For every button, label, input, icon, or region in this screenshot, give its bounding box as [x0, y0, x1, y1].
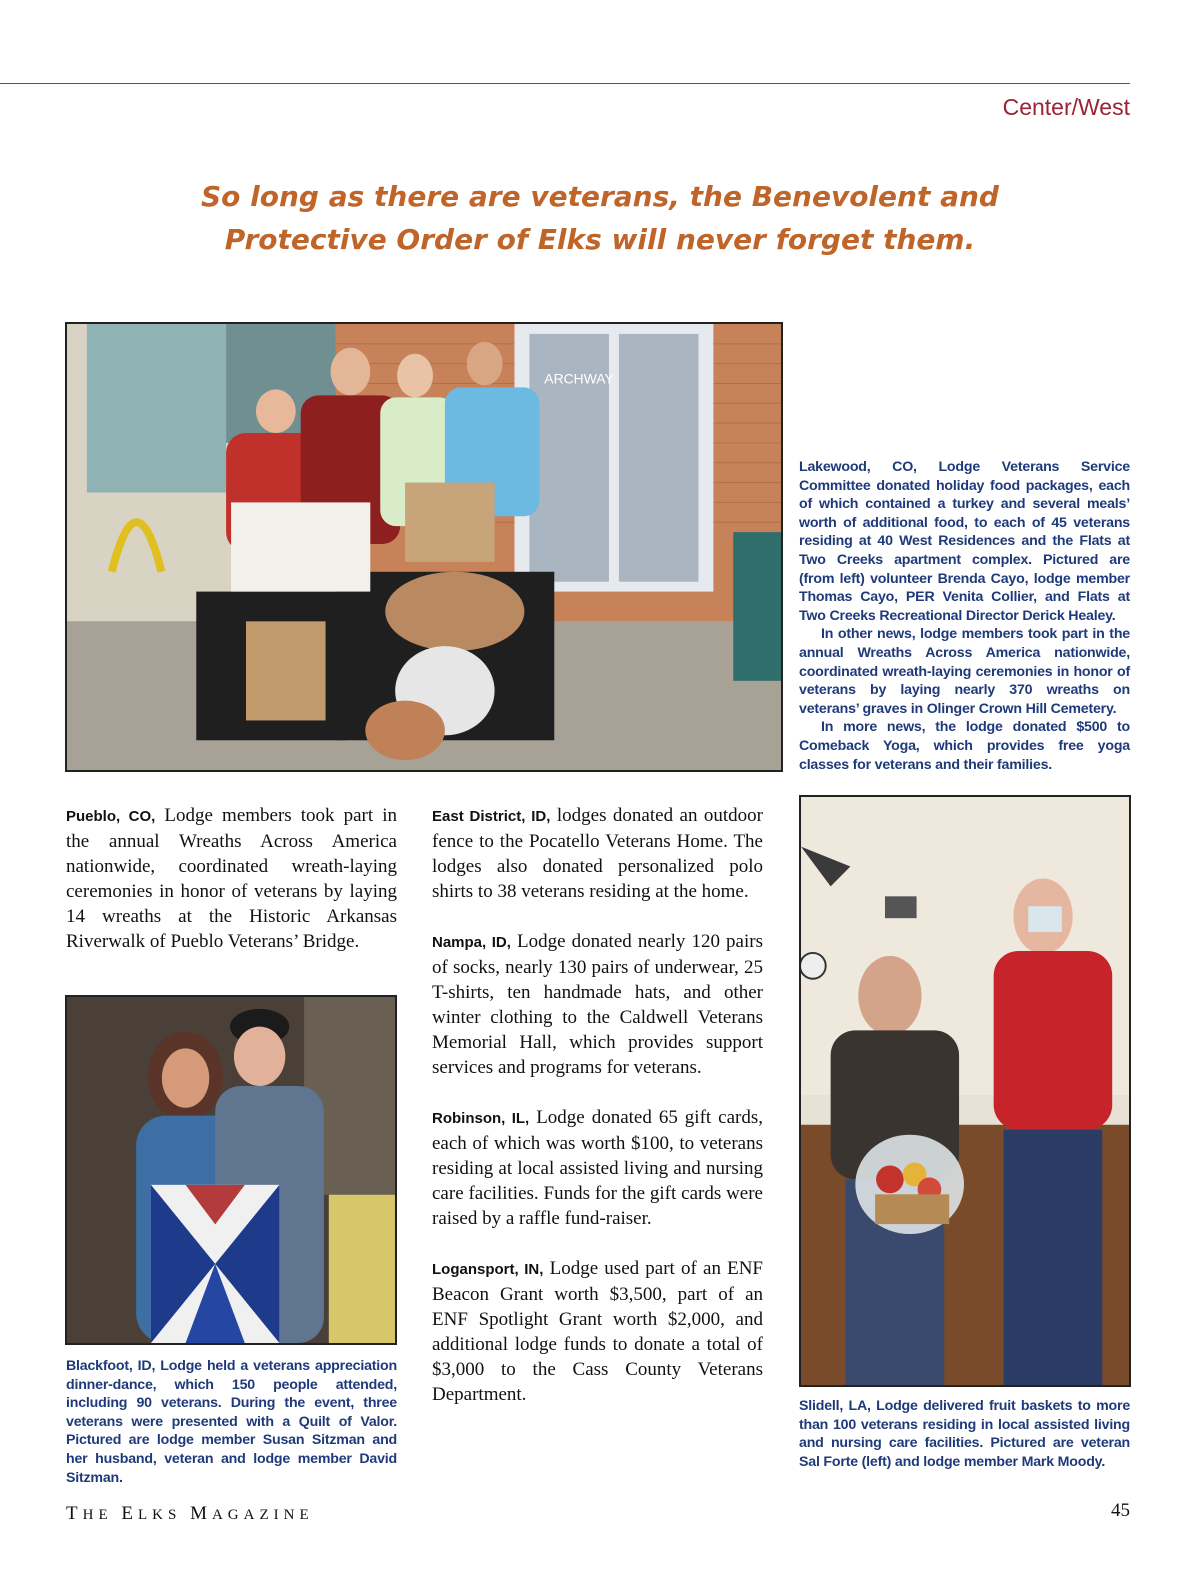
archway-sign: ARCHWAY	[544, 370, 614, 387]
lakewood-caption-p3: In more news, the lodge donated $500 to Comeback Yoga, which provides free yoga classes for veterans and their families.	[799, 719, 1130, 773]
logansport-text: Lodge used part of an ENF Beacon Grant worth $3,500, part of an ENF Spotlight Grant worth $2,000, and additional lodge funds to donate a total of $3,000 to the Cass County Veterans Department.	[432, 1258, 764, 1405]
middle-column	[432, 803, 763, 1432]
blackfoot-caption	[66, 1357, 397, 1487]
lakewood-caption-p1: Lodge Veterans Service Committee donated holiday food packages, each of which contained a turkey and several meals’ worth of additional food, to each of 45 veterans residing at 40 West Residences and the Flats at Two Creeks apartment complex. Pictured are (from left) volunteer Brenda Cayo, lodge member Thomas Cayo, PER Venita Collier, and Flats at Two Creeks Recreational Director Derick Healey.	[799, 459, 1130, 624]
left-column	[66, 803, 397, 979]
pueblo-article	[66, 803, 397, 954]
headline	[150, 175, 1050, 261]
magazine-title: THE ELKS MAGAZINE	[66, 1503, 314, 1524]
blackfoot-place: Blackfoot, ID,	[66, 1358, 156, 1374]
robinson-place: Robinson, IL,	[432, 1110, 530, 1127]
pueblo-place: Pueblo, CO,	[66, 808, 156, 825]
slidell-place: Slidell, LA,	[799, 1398, 871, 1414]
pueblo-text: Lodge members took part in the annual Wreaths Across America nationwide, coordinated wreath-laying ceremonies in honor of veterans by laying 14 wreaths at the Historic Arkansas Riverwalk of Pueblo Veterans’ Bridge.	[66, 805, 398, 952]
logansport-place: Logansport, IN,	[432, 1261, 544, 1278]
lakewood-photo	[65, 322, 783, 772]
top-rule	[0, 83, 1130, 84]
east-district-text: lodges donated an outdoor fence to the Pocatello Veterans Home. The lodges also donated personalized polo shirts to 38 veterans residing at the home.	[432, 805, 763, 902]
slidell-caption	[799, 1397, 1130, 1471]
headline-line-1: So long as there are veterans, the Benevolent and	[201, 180, 999, 213]
robinson-text: Lodge donated 65 gift cards, each of which was worth $100, to veterans residing at local assisted living and nursing care facilities. Funds for the gift cards were raised by a raffle fund-raiser.	[432, 1107, 764, 1229]
logansport-article	[432, 1256, 763, 1407]
section-label: Center/West	[1002, 94, 1130, 120]
page-number: 45	[1111, 1500, 1130, 1521]
nampa-article	[432, 929, 763, 1080]
east-district-place: East District, ID,	[432, 808, 551, 825]
blackfoot-photo	[65, 995, 397, 1345]
blackfoot-text: Lodge held a veterans appreciation dinner-dance, which 150 people attended, including 90 veterans. During the event, three veterans were presented with a Quilt of Valor. Pictured are lodge member Susan Sitzman and her husband, veteran and lodge member David Sitzman.	[66, 1358, 397, 1486]
slidell-photo	[799, 795, 1131, 1387]
headline-line-2: Protective Order of Elks will never forget them.	[224, 223, 976, 256]
nampa-text: Lodge donated nearly 120 pairs of socks, nearly 130 pairs of underwear, 25 T-shirts, ten handmade hats, and other winter clothing to the Caldwell Veterans Memorial Hall, which provides support services and programs for veterans.	[432, 931, 763, 1078]
lakewood-caption	[799, 458, 1130, 774]
east-district-article	[432, 803, 763, 904]
lakewood-place: Lakewood, CO,	[799, 459, 917, 475]
nampa-place: Nampa, ID,	[432, 934, 511, 951]
lakewood-caption-p2: In other news, lodge members took part in the annual Wreaths Across America nationwide, coordinated wreath-laying ceremonies in honor of veterans by laying nearly 370 wreaths on veterans’ graves in Olinger Crown Hill Cemetery.	[799, 626, 1130, 717]
slidell-text: Lodge delivered fruit baskets to more than 100 veterans residing in local assisted living and nursing care facilities. Pictured are veteran Sal Forte (left) and lodge member Mark Moody.	[799, 1398, 1131, 1470]
robinson-article	[432, 1105, 763, 1231]
